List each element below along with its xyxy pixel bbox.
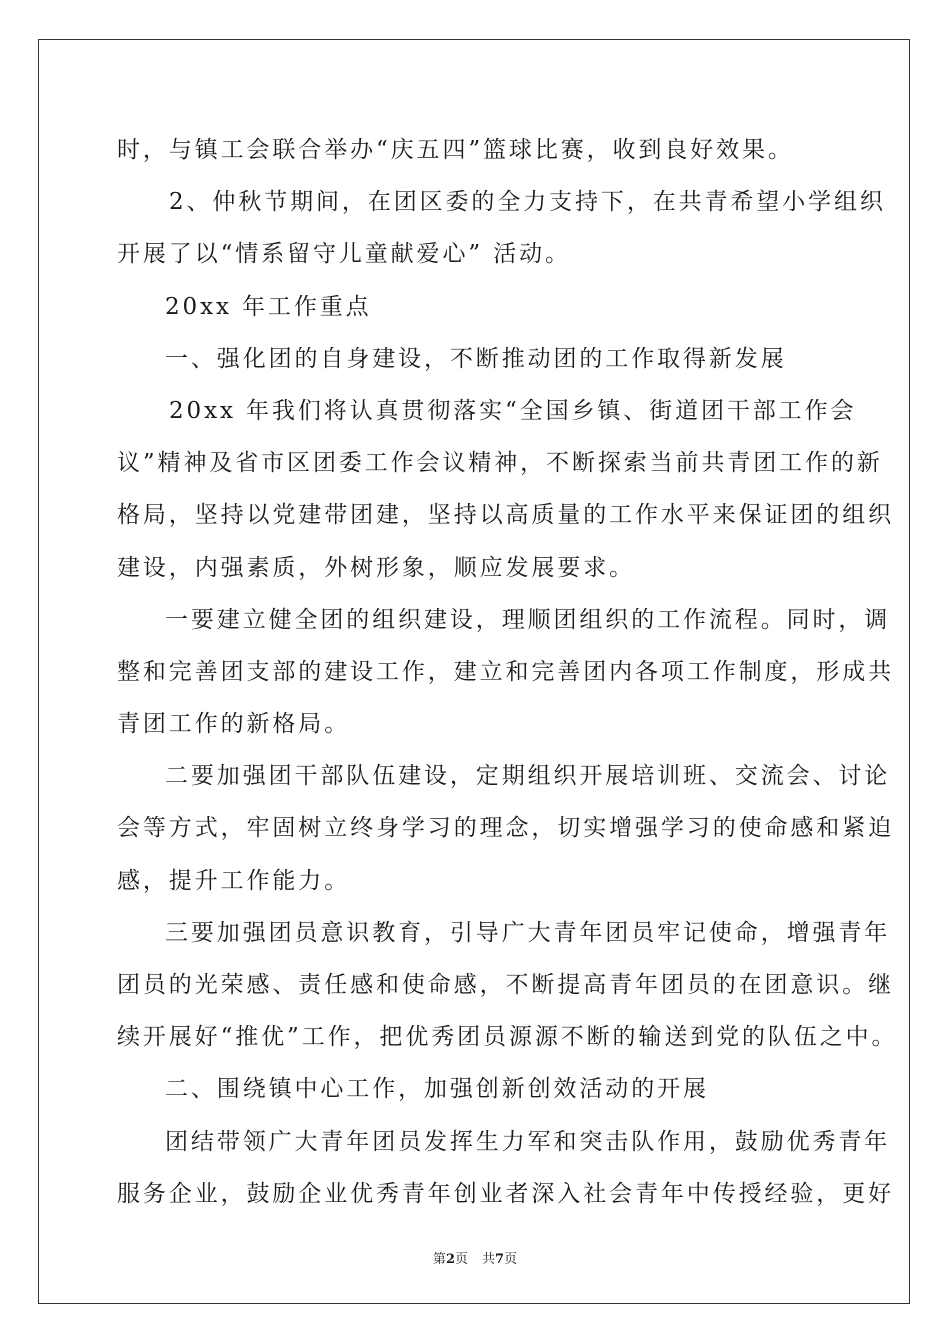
page-suffix: 页: [454, 1252, 468, 1267]
text-line: 二要加强团干部队伍建设，定期组织开展培训班、交流会、讨论: [165, 763, 891, 790]
total-prefix: 共: [482, 1252, 496, 1267]
text-line: 整和完善团支部的建设工作，建立和完善团内各项工作制度，形成共: [117, 658, 894, 685]
text-line: 团员的光荣感、责任感和使命感，不断提高青年团员的在团意识。继: [117, 972, 894, 998]
text-line: 2、仲秋节期间，在团区委的全力支持下，在共青希望小学组织: [169, 189, 886, 216]
text-line: 时，与镇工会联合举办“庆五四”篮球比赛，收到良好效果。: [117, 137, 794, 163]
page-current: 2: [445, 1252, 455, 1267]
text-line: 建设，内强素质，外树形象，顺应发展要求。: [117, 554, 635, 581]
text-line: 一要建立健全团的组织建设，理顺团组织的工作流程。同时，调: [165, 606, 891, 633]
text-line: 会等方式，牢固树立终身学习的理念，切实增强学习的使命感和紧迫: [117, 815, 894, 842]
text-line: 团结带领广大青年团员发挥生力军和突击队作用，鼓励优秀青年: [165, 1128, 891, 1155]
page-total: 7: [495, 1252, 505, 1267]
text-line: 感，提升工作能力。: [117, 867, 351, 894]
section-heading: 20xx 年工作重点: [165, 293, 372, 320]
section-heading: 二、围绕镇中心工作，加强创新创效活动的开展: [165, 1076, 709, 1103]
section-heading: 一、强化团的自身建设，不断推动团的工作取得新发展: [165, 345, 787, 372]
text-line: 20xx 年我们将认真贯彻落实“全国乡镇、街道团干部工作会: [169, 397, 857, 424]
page-footer: [0, 1248, 950, 1267]
text-line: 议”精神及省市区团委工作会议精神，不断探索当前共青团工作的新: [117, 450, 883, 477]
document-body: [117, 124, 898, 1220]
text-line: 开展了以“情系留守儿童献爱心” 活动。: [117, 241, 571, 268]
total-suffix: 页: [504, 1252, 518, 1267]
text-line: 格局，坚持以党建带团建，坚持以高质量的工作水平来保证团的组织: [117, 502, 894, 529]
page-prefix: 第: [432, 1252, 446, 1267]
text-line: 青团工作的新格局。: [117, 711, 351, 738]
text-line: 服务企业，鼓励企业优秀青年创业者深入社会青年中传授经验，更好: [117, 1180, 894, 1207]
text-line: 续开展好“推优”工作，把优秀团员源源不断的输送到党的队伍之中。: [117, 1024, 898, 1051]
text-line: 三要加强团员意识教育，引导广大青年团员牢记使命，增强青年: [165, 919, 891, 946]
